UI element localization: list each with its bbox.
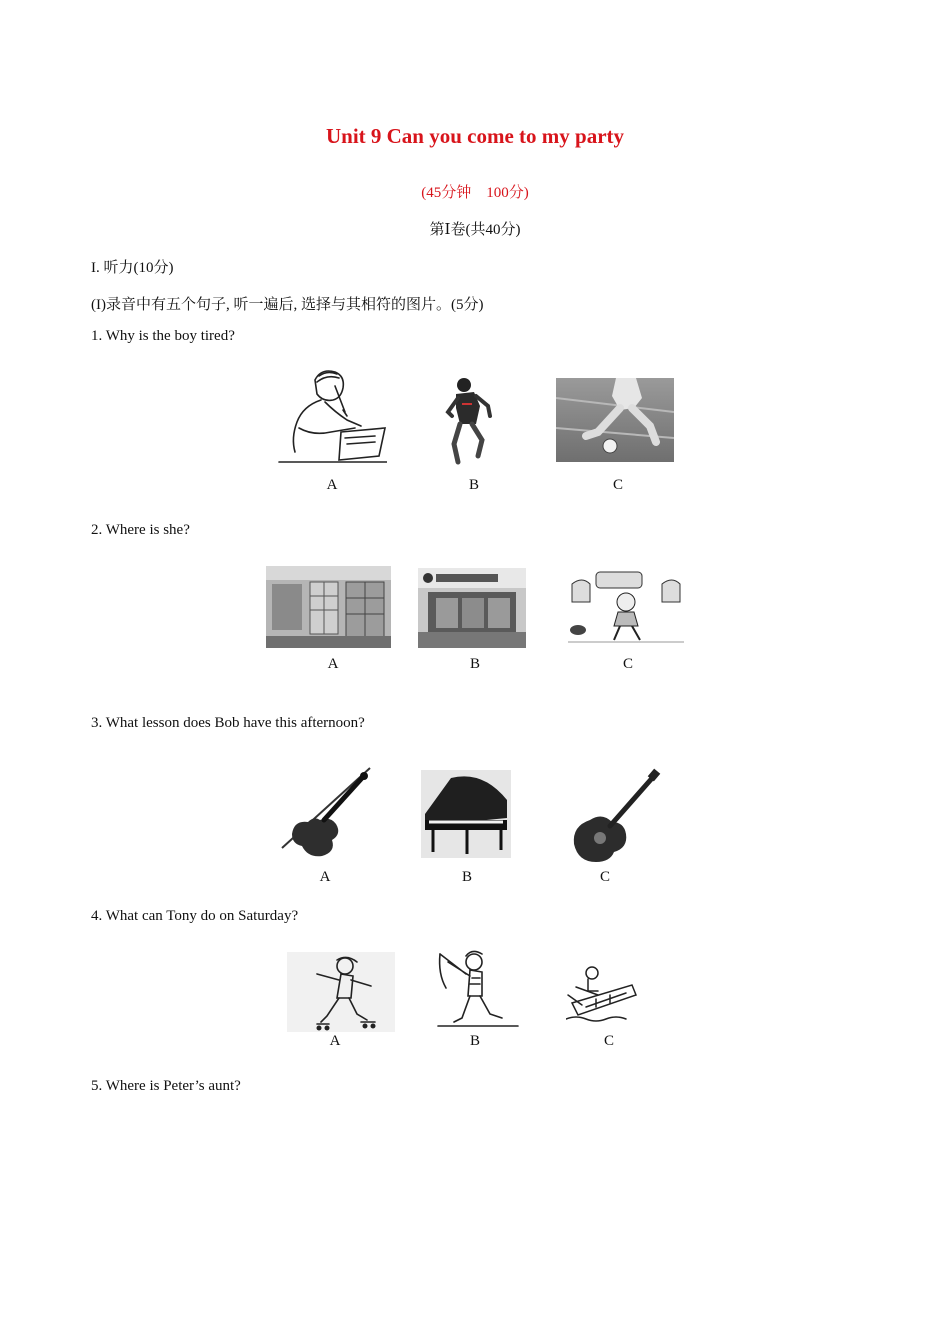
- guitar-photo-icon: [570, 768, 662, 864]
- boating-drawing-icon: [566, 963, 638, 1025]
- fishing-picture[interactable]: [436, 948, 520, 1030]
- roller-skating-drawing-icon: [287, 952, 395, 1032]
- document-title: Unit 9 Can you come to my party: [325, 124, 625, 148]
- piano-picture[interactable]: [421, 770, 511, 858]
- boy-running-photo-icon: [442, 376, 494, 466]
- violin-photo-icon: [278, 764, 374, 860]
- fishing-drawing-icon: [436, 948, 520, 1030]
- option-label: A: [329, 1033, 341, 1049]
- library-photo-icon: [266, 566, 391, 648]
- option-label: B: [469, 1033, 480, 1049]
- section-heading: I. 听力(10分): [91, 260, 174, 276]
- sub-instruction: (I)录音中有五个句子, 听一遍后, 选择与其相符的图片。(5分): [91, 297, 484, 313]
- option-label: B: [469, 656, 480, 672]
- option-label: C: [622, 656, 633, 672]
- boy-writing-drawing-icon: [275, 366, 387, 464]
- girl-in-room-picture[interactable]: [562, 568, 690, 646]
- bank-photo-icon: [418, 568, 526, 648]
- library-picture[interactable]: [266, 566, 391, 648]
- question-5: 5. Where is Peter’s aunt?: [91, 1078, 241, 1094]
- soccer-kick-picture[interactable]: [556, 378, 674, 462]
- option-label: C: [599, 869, 610, 885]
- boy-running-picture[interactable]: [442, 376, 494, 466]
- piano-photo-icon: [421, 770, 511, 858]
- boy-writing-picture[interactable]: [275, 366, 387, 464]
- option-label: B: [468, 477, 479, 493]
- option-label: B: [461, 869, 472, 885]
- question-3: 3. What lesson does Bob have this afternoon?: [91, 715, 365, 731]
- boating-picture[interactable]: [566, 963, 638, 1025]
- option-label: A: [326, 477, 338, 493]
- guitar-picture[interactable]: [570, 768, 662, 864]
- volume-heading: 第Ⅰ卷(共40分): [429, 222, 521, 238]
- option-label: C: [612, 477, 623, 493]
- question-4: 4. What can Tony do on Saturday?: [91, 908, 299, 924]
- roller-skating-picture[interactable]: [287, 952, 395, 1032]
- question-1: 1. Why is the boy tired?: [91, 328, 235, 344]
- option-label: A: [327, 656, 339, 672]
- time-score-note: (45分钟 100分): [421, 185, 529, 201]
- girl-in-room-drawing-icon: [562, 568, 690, 646]
- violin-picture[interactable]: [278, 764, 374, 860]
- soccer-kick-photo-icon: [556, 378, 674, 462]
- option-label: A: [319, 869, 331, 885]
- option-label: C: [603, 1033, 614, 1049]
- question-2: 2. Where is she?: [91, 522, 190, 538]
- bank-picture[interactable]: [418, 568, 526, 648]
